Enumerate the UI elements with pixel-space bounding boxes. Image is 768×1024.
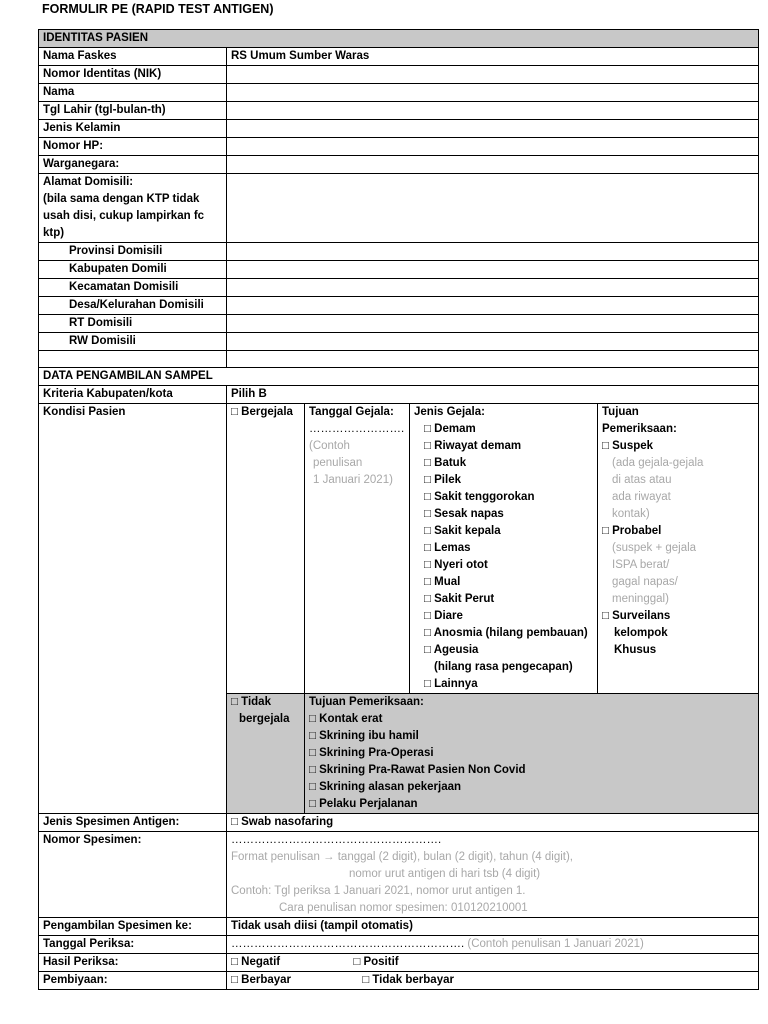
cell-tanggal-periksa [227,936,759,954]
empty-cell [227,351,759,368]
field-tgl-lahir[interactable] [227,102,759,120]
row-hasil-periksa [39,954,759,972]
row-kondisi-bergejala [39,404,759,694]
row-nama-faskes [39,48,759,66]
surveilans-label: Khusus [614,644,657,656]
tujuan-label: Tujuan [602,406,639,418]
sampel-header: DATA PENGAMBILAN SAMPEL [39,368,759,386]
suspek-hint: ada riwayat [612,491,671,503]
gejala-demam-checkbox[interactable]: □ Demam [424,423,476,435]
field-desa[interactable] [227,297,759,315]
surveilans-label: kelompok [614,627,668,639]
pe-form-table [38,29,759,990]
field-nama[interactable] [227,84,759,102]
gejala-diare-checkbox[interactable]: □ Diare [424,610,463,622]
alamat-line: (bila sama dengan KTP tidak [43,193,200,205]
label-warganegara: Warganegara: [39,156,227,174]
tujuan2-label: Tujuan Pemeriksaan: [309,696,424,708]
gejala-sakit-kepala-checkbox[interactable]: □ Sakit kepala [424,525,501,537]
empty-cell [39,351,227,368]
label-hasil-periksa: Hasil Periksa: [39,954,227,972]
checkbox-tidak-bergejala[interactable] [227,694,305,814]
label-kondisi-pasien: Kondisi Pasien [39,404,227,814]
alamat-line: ktp) [43,227,65,239]
row-warganegara [39,156,759,174]
probabel-hint: meninggal) [612,593,669,605]
tanggal-periksa-hint: (Contoh penulisan 1 Januari 2021) [467,938,644,950]
tujuan-kontak-erat-checkbox[interactable]: □ Kontak erat [309,713,383,725]
label-jenis-spesimen: Jenis Spesimen Antigen: [39,814,227,832]
field-provinsi[interactable] [227,243,759,261]
suspek-hint: di atas atau [612,474,672,486]
label-kabupaten: Kabupaten Domili [39,261,227,279]
label-nama: Nama [39,84,227,102]
gejala-sesak-napas-checkbox[interactable]: □ Sesak napas [424,508,504,520]
row-rt [39,315,759,333]
field-kriteria[interactable]: Pilih B [227,386,759,404]
tujuan-suspek-checkbox[interactable]: □ Suspek [602,440,654,452]
suspek-hint: (ada gejala-gejala [612,457,704,469]
tidak-berbayar-checkbox[interactable]: □ Tidak berbayar [362,974,454,986]
field-nama-faskes[interactable]: RS Umum Sumber Waras [227,48,759,66]
cell-tujuan-tidak-bergejala [305,694,759,814]
gejala-riwayat-demam-checkbox[interactable]: □ Riwayat demam [424,440,522,452]
row-kriteria [39,386,759,404]
tidak-bergejala-label: bergejala [239,713,290,725]
alamat-line: usah disi, cukup lampirkan fc [43,210,205,222]
ageusia-note: (hilang rasa pengecapan) [434,661,573,673]
gejala-lainnya-checkbox[interactable]: □ Lainnya [424,678,478,690]
berbayar-checkbox[interactable]: □ Berbayar [231,974,292,986]
field-alamat-domisili[interactable] [227,174,759,243]
row-nomor-spesimen [39,832,759,918]
gejala-lemas-checkbox[interactable]: □ Lemas [424,542,471,554]
field-kabupaten[interactable] [227,261,759,279]
cell-tanggal-gejala [305,404,410,694]
row-nama [39,84,759,102]
label-kriteria: Kriteria Kabupaten/kota [39,386,227,404]
sampel-header-row [39,368,759,386]
label-nik: Nomor Identitas (NIK) [39,66,227,84]
page-title: FORMULIR PE (RAPID TEST ANTIGEN) [42,2,274,16]
tujuan-pelaku-perjalanan-checkbox[interactable]: □ Pelaku Perjalanan [309,798,418,810]
label-provinsi: Provinsi Domisili [39,243,227,261]
tujuan-label: Pemeriksaan: [602,423,677,435]
field-warganegara[interactable] [227,156,759,174]
row-alamat-domisili [39,174,759,243]
label-tgl-lahir: Tgl Lahir (tgl-bulan-th) [39,102,227,120]
checkbox-bergejala[interactable]: □ Bergejala [227,404,305,694]
jenis-gejala-label: Jenis Gejala: [414,406,485,418]
tanggal-gejala-hint: 1 Januari 2021) [313,474,393,486]
tujuan-skrining-ibu-hamil-checkbox[interactable]: □ Skrining ibu hamil [309,730,419,742]
gejala-sakit-tenggorokan-checkbox[interactable]: □ Sakit tenggorokan [424,491,535,503]
cell-hasil-periksa [227,954,759,972]
nomor-spesimen-hint: Format penulisan → tanggal (2 digit), bulan (2 digit), tahun (4 digit), [231,851,573,863]
tanggal-gejala-input[interactable]: ……………………. [309,423,405,435]
label-alamat-domisili [39,174,227,243]
tanggal-gejala-hint: penulisan [313,457,363,469]
field-nomor-hp[interactable] [227,138,759,156]
identitas-header: IDENTITAS PASIEN [39,30,759,48]
label-nomor-spesimen: Nomor Spesimen: [39,832,227,918]
suspek-hint: kontak) [612,508,650,520]
cell-tujuan-pemeriksaan [598,404,759,694]
label-pembiayaan: Pembiyaan: [39,972,227,990]
row-kecamatan [39,279,759,297]
field-rw[interactable] [227,333,759,351]
row-tanggal-periksa [39,936,759,954]
tanggal-periksa-input[interactable]: ……………………………………………………. [231,938,465,950]
gejala-sakit-perut-checkbox[interactable]: □ Sakit Perut [424,593,495,605]
nomor-spesimen-hint: nomor urut antigen di hari tsb (4 digit) [349,868,541,880]
row-rw [39,333,759,351]
row-kabupaten [39,261,759,279]
gejala-mual-checkbox[interactable]: □ Mual [424,576,461,588]
row-jenis-spesimen [39,814,759,832]
probabel-hint: ISPA berat/ [612,559,670,571]
field-jenis-kelamin[interactable] [227,120,759,138]
row-jenis-kelamin [39,120,759,138]
tanggal-gejala-hint: (Contoh [309,440,350,452]
tujuan-probabel-checkbox[interactable]: □ Probabel [602,525,662,537]
tujuan-skrining-pra-operasi-checkbox[interactable]: □ Skrining Pra-Operasi [309,747,434,759]
row-desa [39,297,759,315]
label-nama-faskes: Nama Faskes [39,48,227,66]
tanggal-gejala-label: Tanggal Gejala: [309,406,394,418]
label-pengambilan-spesimen: Pengambilan Spesimen ke: [39,918,227,936]
label-rw: RW Domisili [39,333,227,351]
cell-jenis-gejala [410,404,598,694]
cell-nomor-spesimen [227,832,759,918]
checkbox-swab-nasofaring[interactable]: □ Swab nasofaring [227,814,759,832]
row-tgl-lahir [39,102,759,120]
label-jenis-kelamin: Jenis Kelamin [39,120,227,138]
label-nomor-hp: Nomor HP: [39,138,227,156]
tujuan-surveilans-checkbox[interactable]: □ Surveilans [602,610,671,622]
field-rt[interactable] [227,315,759,333]
gejala-ageusia-checkbox[interactable]: □ Ageusia [424,644,479,656]
tidak-bergejala-label: □ Tidak [231,696,271,708]
probabel-hint: (suspek + gejala [612,542,697,554]
gejala-anosmia-checkbox[interactable]: □ Anosmia (hilang pembauan) [424,627,588,639]
row-empty-spacer [39,351,759,368]
cell-pembiayaan [227,972,759,990]
row-nik [39,66,759,84]
gejala-pilek-checkbox[interactable]: □ Pilek [424,474,461,486]
nomor-spesimen-input[interactable]: ………………………………………………. [231,834,442,846]
hasil-negatif-checkbox[interactable]: □ Negatif [231,956,281,968]
row-provinsi [39,243,759,261]
gejala-batuk-checkbox[interactable]: □ Batuk [424,457,467,469]
row-nomor-hp [39,138,759,156]
nomor-spesimen-hint: Contoh: Tgl periksa 1 Januari 2021, nomor urut antigen 1. [231,885,526,897]
hasil-positif-checkbox[interactable]: □ Positif [353,956,399,968]
field-pengambilan-spesimen: Tidak usah diisi (tampil otomatis) [227,918,759,936]
label-rt: RT Domisili [39,315,227,333]
field-kecamatan[interactable] [227,279,759,297]
row-pembiayaan [39,972,759,990]
gejala-nyeri-otot-checkbox[interactable]: □ Nyeri otot [424,559,488,571]
probabel-hint: gagal napas/ [612,576,678,588]
label-kecamatan: Kecamatan Domisili [39,279,227,297]
alamat-line: Alamat Domisili: [43,176,134,188]
label-tanggal-periksa: Tanggal Periksa: [39,936,227,954]
identitas-header-row [39,30,759,48]
tujuan-skrining-pra-rawat-checkbox[interactable]: □ Skrining Pra-Rawat Pasien Non Covid [309,764,526,776]
tujuan-skrining-pekerjaan-checkbox[interactable]: □ Skrining alasan pekerjaan [309,781,462,793]
field-nik[interactable] [227,66,759,84]
row-pengambilan-spesimen [39,918,759,936]
label-desa: Desa/Kelurahan Domisili [39,297,227,315]
nomor-spesimen-hint: Cara penulisan nomor spesimen: 010120210001 [279,902,528,914]
